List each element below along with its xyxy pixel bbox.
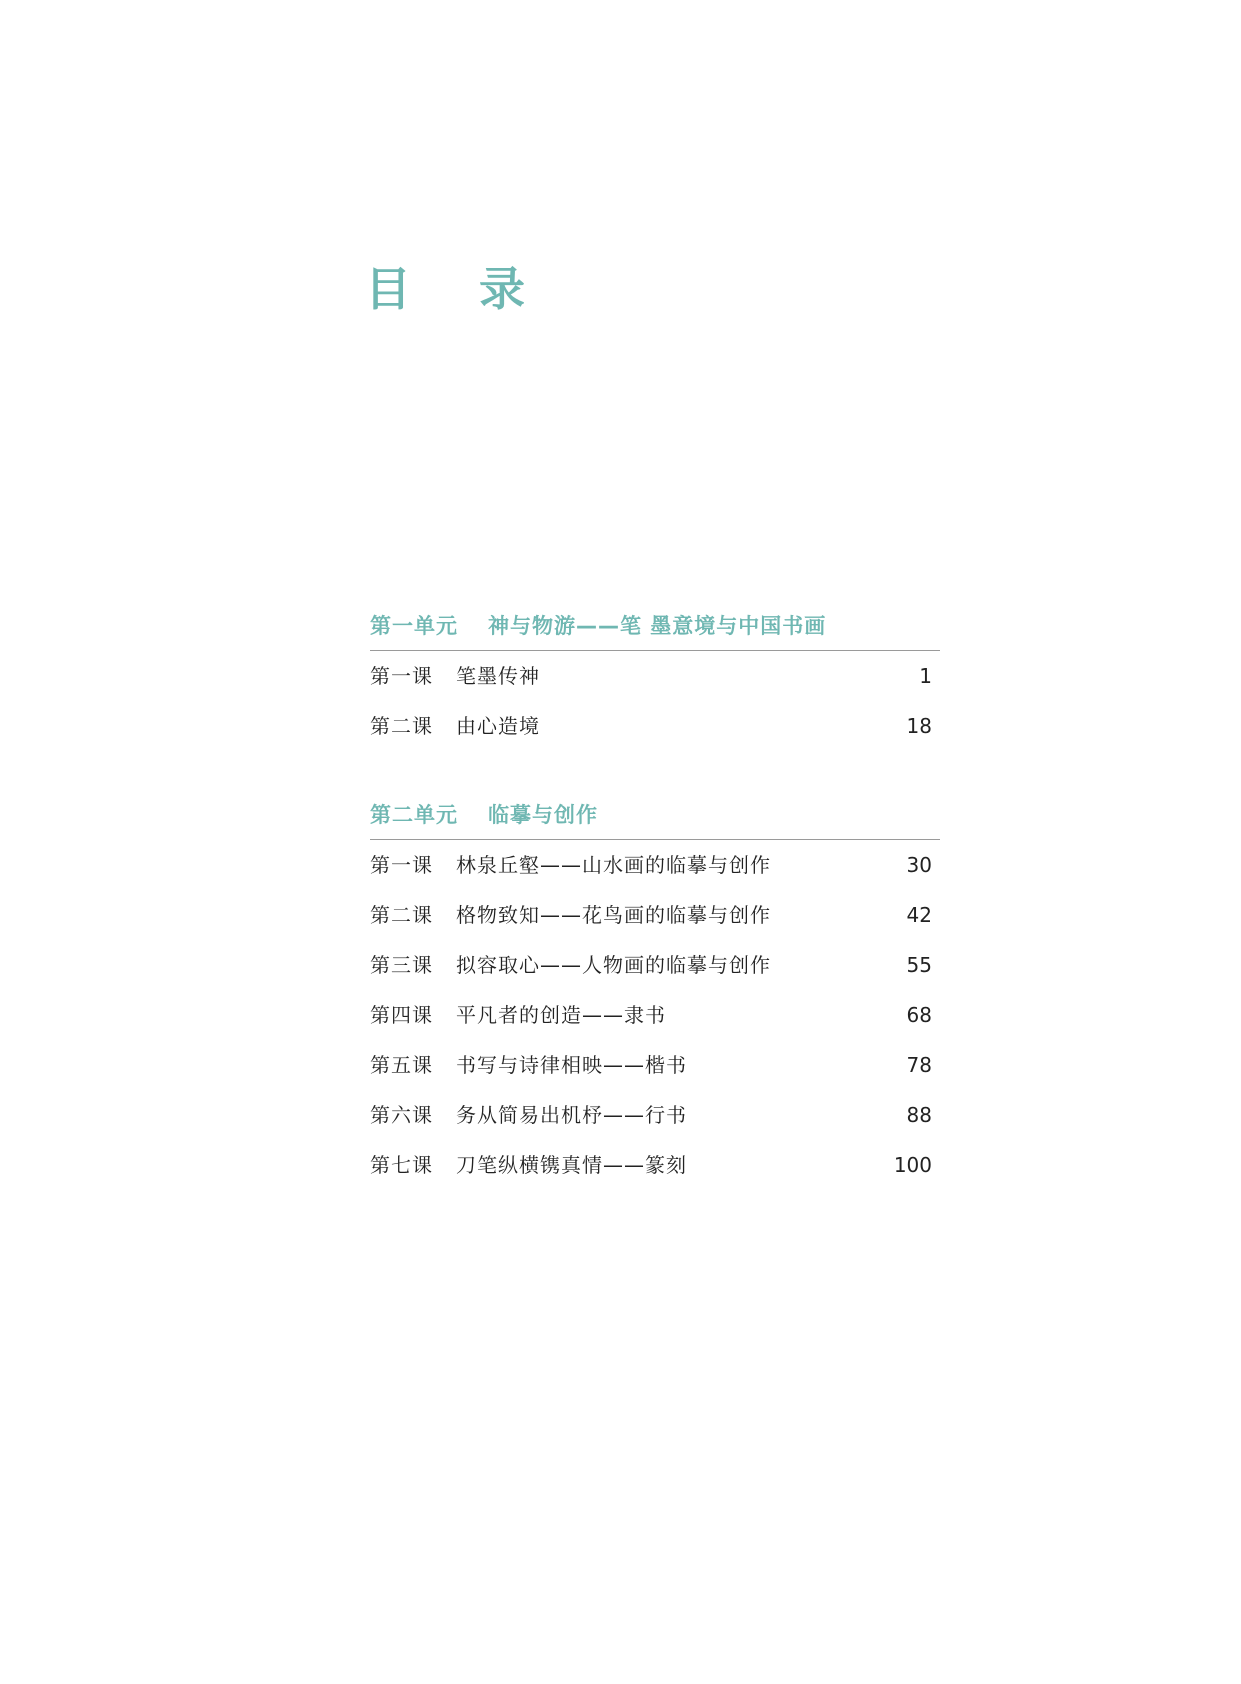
lesson-number: 第一课 (370, 664, 433, 688)
lesson-number: 第四课 (370, 1003, 433, 1027)
lesson-title: 务从简易出机杼——行书 (456, 1103, 687, 1127)
toc-entry[interactable] (370, 1090, 940, 1140)
lesson-number: 第二课 (370, 714, 433, 738)
page-number: 100 (893, 1153, 932, 1177)
page-number: 18 (906, 714, 932, 738)
lesson-title: 格物致知——花鸟画的临摹与创作 (456, 903, 771, 927)
lesson-title: 林泉丘壑——山水画的临摹与创作 (456, 853, 771, 877)
toc-entry[interactable] (370, 890, 940, 940)
page-number: 68 (906, 1003, 932, 1027)
page-number: 30 (906, 853, 932, 877)
lesson-number: 第七课 (370, 1153, 433, 1177)
page-number: 1 (919, 664, 932, 688)
unit-1 (370, 610, 940, 751)
lesson-number: 第六课 (370, 1103, 433, 1127)
toc-entry[interactable] (370, 1140, 940, 1190)
page-number: 42 (906, 903, 932, 927)
unit-name: 临摹与创作 (488, 803, 598, 827)
lesson-number: 第二课 (370, 903, 433, 927)
page-number: 78 (906, 1053, 932, 1077)
lesson-number: 第三课 (370, 953, 433, 977)
toc-entry[interactable] (370, 840, 940, 890)
unit-name: 神与物游——笔 墨意境与中国书画 (488, 614, 827, 638)
toc-entry[interactable] (370, 651, 940, 701)
unit-header (370, 610, 940, 651)
page-number: 55 (906, 953, 932, 977)
unit-number: 第二单元 (370, 803, 458, 827)
unit-2 (370, 799, 940, 1190)
lesson-title: 拟容取心——人物画的临摹与创作 (456, 953, 771, 977)
lesson-title: 刀笔纵横镌真情——篆刻 (456, 1153, 687, 1177)
toc-entry[interactable] (370, 701, 940, 751)
toc-entry[interactable] (370, 990, 940, 1040)
toc-entry[interactable] (370, 1040, 940, 1090)
unit-header (370, 799, 940, 840)
table-of-contents (370, 610, 940, 1238)
toc-entry[interactable] (370, 940, 940, 990)
lesson-title: 书写与诗律相映——楷书 (456, 1053, 687, 1077)
lesson-title: 笔墨传神 (456, 664, 540, 688)
unit-number: 第一单元 (370, 614, 458, 638)
lesson-number: 第一课 (370, 853, 433, 877)
page-title: 目 录 (365, 262, 552, 316)
lesson-title: 平凡者的创造——隶书 (456, 1003, 666, 1027)
lesson-title: 由心造境 (456, 714, 540, 738)
lesson-number: 第五课 (370, 1053, 433, 1077)
page-number: 88 (906, 1103, 932, 1127)
